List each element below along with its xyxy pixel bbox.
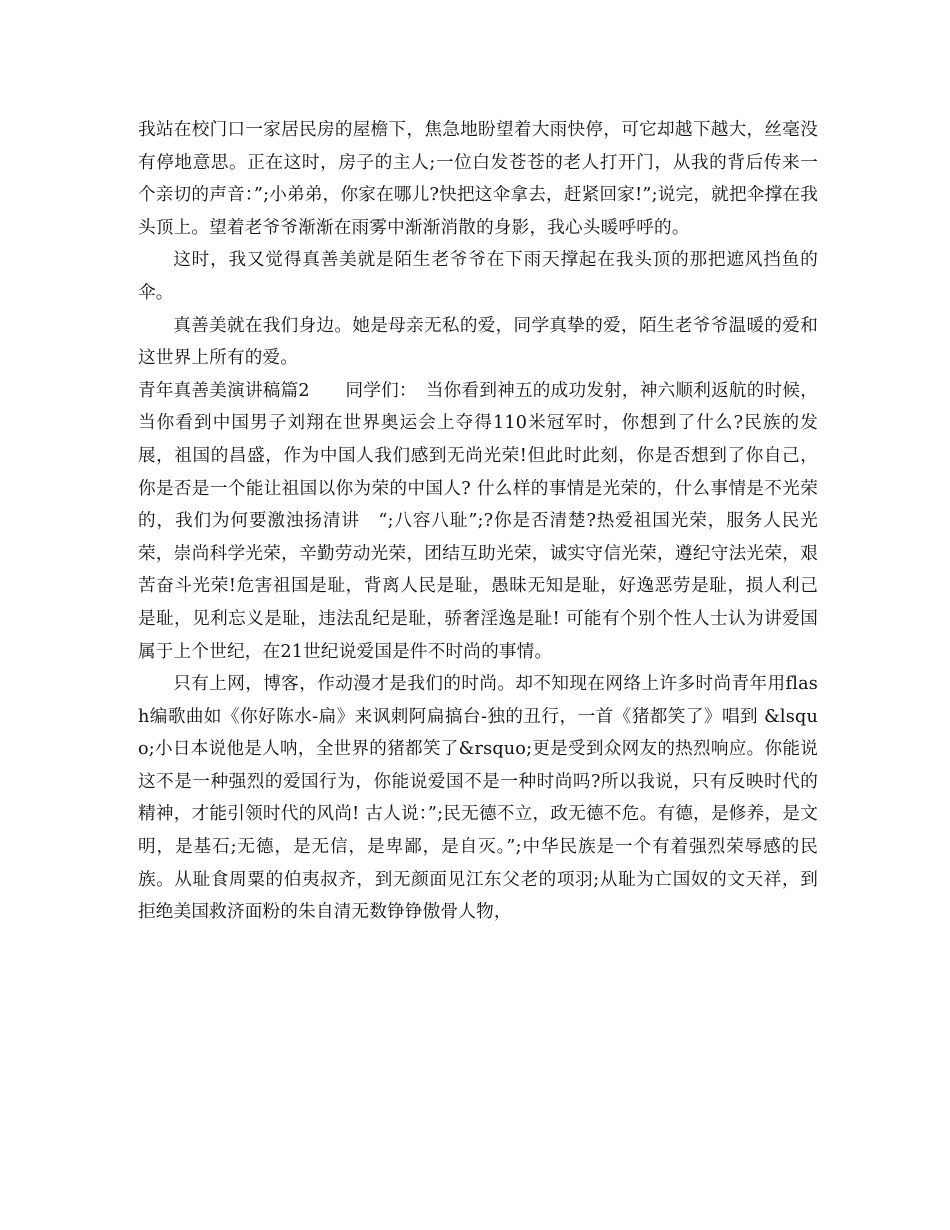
document-body: [138, 114, 818, 929]
paragraph-umbrella-meaning: 这时，我又觉得真善美就是陌生老爷爷在下雨天撑起在我头顶的那把遮风挡鱼的伞。: [138, 250, 818, 303]
paragraph-umbrella-story: 我站在校门口一家居民房的屋檐下，焦急地盼望着大雨快停，可它却越下越大，丝毫没有停地意思。正在这时，房子的主人;一位白发苍苍的老人打开门，从我的背后传来一个亲切的声音：”;小弟弟，你家在哪儿?快把这伞拿去，赶紧回家!”;说完，就把伞撑在我头顶上。望着老爷爷渐渐在雨雾中渐渐消散的身影，我心头暖呼呼的。: [138, 120, 818, 238]
paragraph-speech-two-opening: 青年真善美演讲稿篇2 同学们： 当你看到神五的成功发射，神六顺利返航的时候，当你看到中国男子刘翔在世界奥运会上夺得110米冠军时，你想到了什么?民族的发展，祖国的昌盛，作为中国人我们感到无尚光荣!但此时此刻，你是否想到了你自己，你是否是一个能让祖国以你为荣的中国人? 什么样的事情是光荣的，什么事情是不光荣的，我们为何要激浊扬清讲 “;八容八耻”;?你是否清楚?热爱祖国光荣，服务人民光荣，崇尚科学光荣，辛勤劳动光荣，团结互助光荣，诚实守信光荣，遵纪守法光荣，艰苦奋斗光荣!危害祖国是耻，背离人民是耻，愚昧无知是耻，好逸恶劳是耻，损人利己是耻，见利忘义是耻，违法乱纪是耻，骄奢淫逸是耻! 可能有个别个性人士认为讲爱国属于上个世纪，在21世纪说爱国是件不时尚的事情。: [138, 380, 818, 662]
paragraph-love-around-us: 真善美就在我们身边。她是母亲无私的爱，同学真挚的爱，陌生老爷爷温暖的爱和这世界上所有的爱。: [138, 315, 818, 369]
paragraph-patriotism-fashion: 只有上网，博客，作动漫才是我们的时尚。却不知现在网络上许多时尚青年用flash编歌曲如《你好陈水-扁》来讽刺阿扁搞台-独的丑行，一首《猪都笑了》唱到 &lsquo;小日本说他是人呐，全世界的猪都笑了&rsquo;更是受到众网友的热烈响应。你能说这不是一种强烈的爱国行为，你能说爱国不是一种时尚吗?所以我说，只有反映时代的精神，才能引领时代的风尚! 古人说：”;民无德不立，政无德不危。有德，是修养，是文明，是基石;无德，是无信，是卑鄙，是自灭。”;中华民族是一个有着强烈荣辱感的民族。从耻食周粟的伯夷叔齐，到无颜面见江东父老的项羽;从耻为亡国奴的文天祥，到拒绝美国救济面粉的朱自清无数铮铮傲骨人物，: [138, 674, 818, 923]
